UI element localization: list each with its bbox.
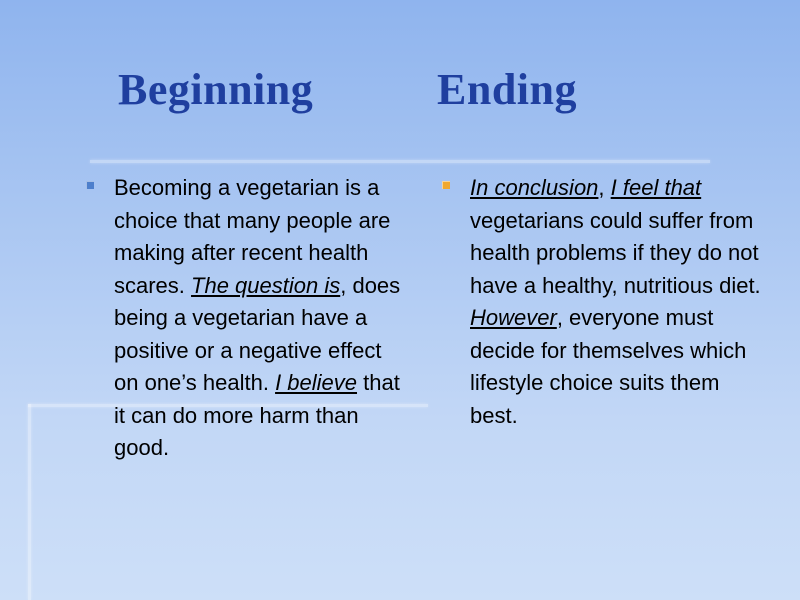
- paragraph-text: ,: [598, 175, 611, 200]
- left-column: [86, 172, 404, 465]
- list-item: [86, 172, 404, 465]
- key-phrase: I feel that: [610, 175, 702, 200]
- square-bullet-icon: [442, 181, 450, 189]
- key-phrase: I believe: [275, 370, 358, 395]
- decorative-bar-top: [90, 160, 710, 163]
- list-item: [442, 172, 772, 432]
- heading-beginning: Beginning: [118, 65, 314, 114]
- heading-ending: Ending: [437, 65, 577, 114]
- paragraph-text: Becoming a vegetarian is a choice that many people are making after recent health scares.: [114, 175, 391, 298]
- square-bullet-icon: [86, 181, 94, 189]
- paragraph-text: , does being a vegetarian have a positive or a negative effect on one’s health.: [114, 272, 401, 395]
- key-phrase: However: [470, 305, 557, 330]
- paragraph-text: vegetarians could suffer from health problems if they do not have a healthy, nutritious diet.: [470, 207, 761, 298]
- paragraph-text: , everyone must decide for themselves which lifestyle choice suits them best.: [470, 305, 747, 428]
- key-phrase: The question is: [191, 272, 341, 298]
- heading-row: [0, 64, 800, 120]
- paragraph-text: that it can do more harm than good.: [114, 370, 400, 460]
- key-phrase: In conclusion: [470, 175, 599, 200]
- right-column: [442, 172, 772, 432]
- decorative-bar-vertical: [28, 404, 31, 600]
- ending-paragraph: [470, 172, 772, 432]
- beginning-paragraph: [114, 172, 404, 465]
